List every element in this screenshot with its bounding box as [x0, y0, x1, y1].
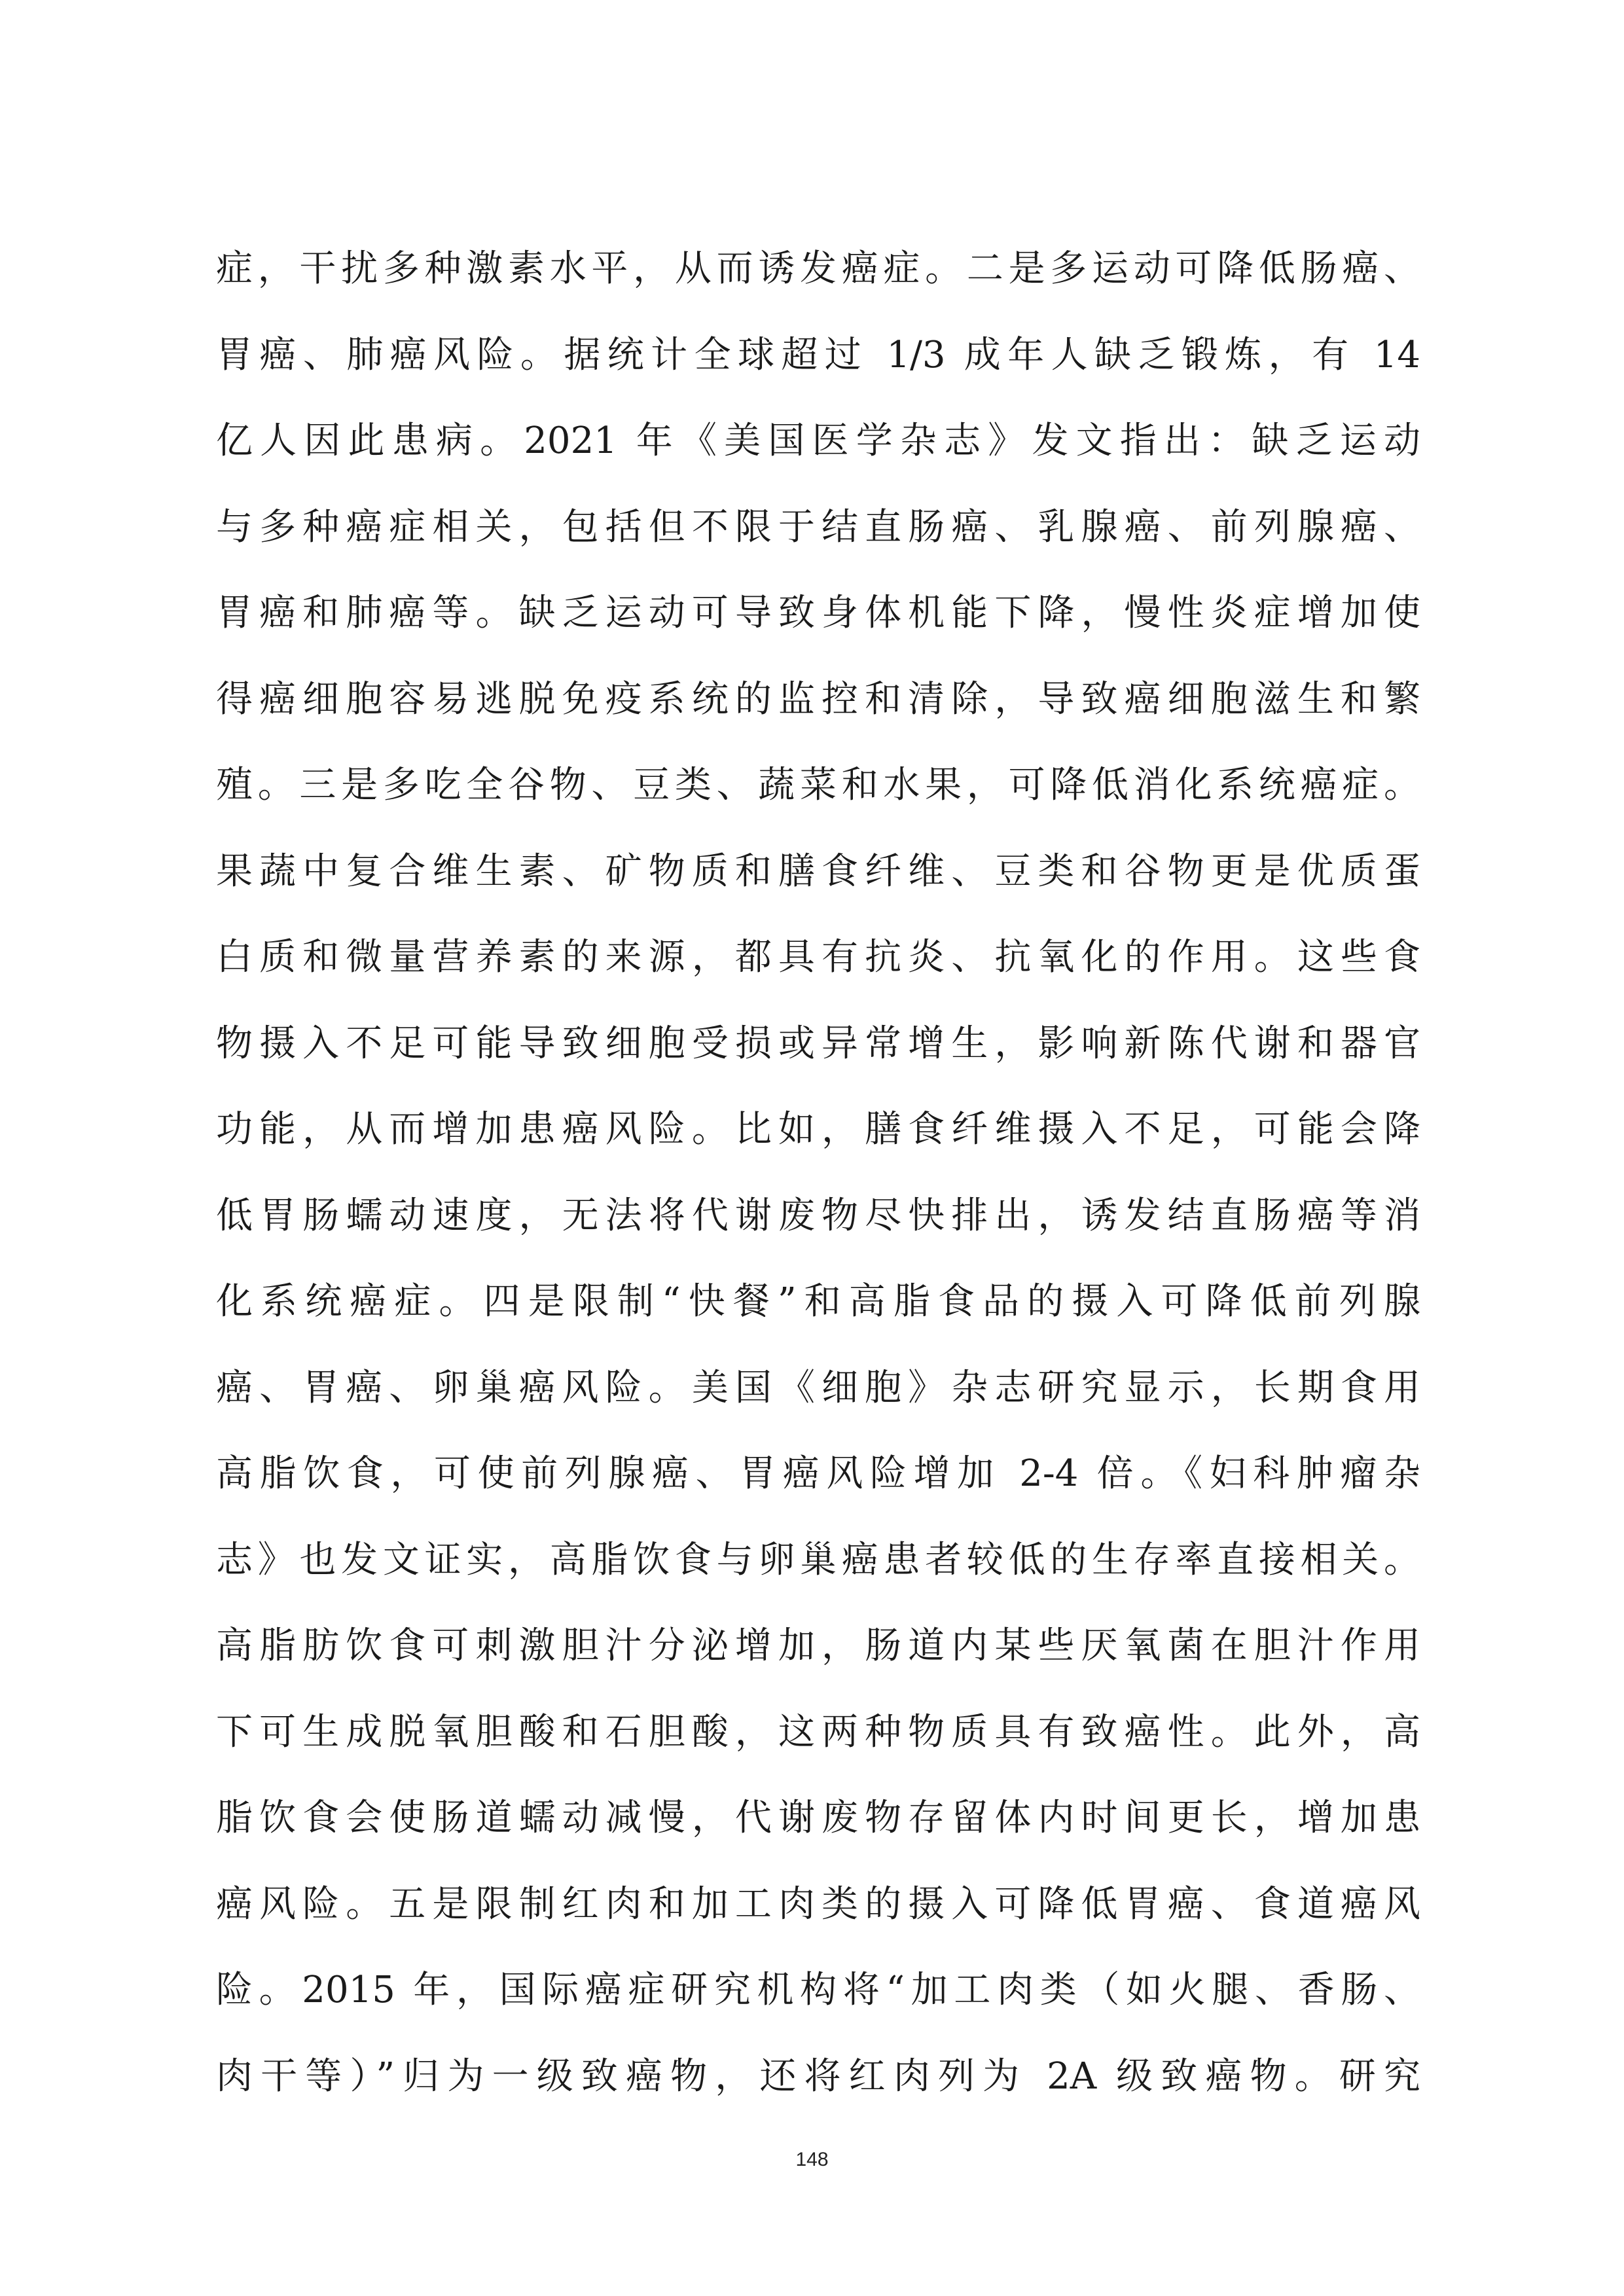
text-line: 白质和微量营养素的来源，都具有抗炎、抗氧化的作用。这些食 [216, 936, 1420, 978]
text-line: 胃癌和肺癌等。缺乏运动可导致身体机能下降，慢性炎症增加使 [216, 592, 1420, 634]
text-line: 脂饮食会使肠道蠕动减慢，代谢废物存留体内时间更长，增加患 [216, 1797, 1420, 1839]
text-line: 高脂肪饮食可刺激胆汁分泌增加，肠道内某些厌氧菌在胆汁作用 [216, 1624, 1420, 1667]
text-line: 症，干扰多种激素水平，从而诱发癌症。二是多运动可降低肠癌、 [216, 247, 1420, 290]
text-line: 肉干等）”归为一级致癌物，还将红肉列为 2A 级致癌物。研究 [216, 2054, 1420, 2098]
text-line: 物摄入不足可能导致细胞受损或异常增生，影响新陈代谢和器官 [216, 1022, 1420, 1065]
text-line: 高脂饮食，可使前列腺癌、胃癌风险增加 2-4 倍。《妇科肿瘤杂 [216, 1452, 1420, 1495]
text-line: 殖。三是多吃全谷物、豆类、蔬菜和水果，可降低消化系统癌症。 [216, 764, 1420, 806]
page-number: 148 [795, 2149, 829, 2170]
text-line: 癌风险。五是限制红肉和加工肉类的摄入可降低胃癌、食道癌风 [216, 1882, 1420, 1926]
body-text [216, 226, 1420, 2119]
text-line: 胃癌、肺癌风险。据统计全球超过 1/3 成年人缺乏锻炼，有 14 [216, 333, 1420, 376]
text-line: 果蔬中复合维生素、矿物质和膳食纤维、豆类和谷物更是优质蛋 [216, 850, 1420, 893]
text-line: 化系统癌症。四是限制“快餐”和高脂食品的摄入可降低前列腺 [216, 1280, 1420, 1323]
text-line: 险。2015 年，国际癌症研究机构将“加工肉类（如火腿、香肠、 [216, 1969, 1420, 2011]
text-line: 下可生成脱氧胆酸和石胆酸，这两种物质具有致癌性。此外，高 [216, 1710, 1420, 1753]
text-line: 癌、胃癌、卵巢癌风险。美国《细胞》杂志研究显示，长期食用 [216, 1366, 1420, 1409]
text-line: 得癌细胞容易逃脱免疫系统的监控和清除，导致癌细胞滋生和繁 [216, 677, 1420, 721]
text-line: 亿人因此患病。2021 年《美国医学杂志》发文指出：缺乏运动 [216, 420, 1420, 462]
text-line: 低胃肠蠕动速度，无法将代谢废物尽快排出，诱发结直肠癌等消 [216, 1194, 1420, 1237]
text-line: 功能，从而增加患癌风险。比如，膳食纤维摄入不足，可能会降 [216, 1108, 1420, 1151]
text-line: 与多种癌症相关，包括但不限于结直肠癌、乳腺癌、前列腺癌、 [216, 505, 1420, 548]
text-line: 志》也发文证实，高脂饮食与卵巢癌患者较低的生存率直接相关。 [216, 1538, 1420, 1581]
